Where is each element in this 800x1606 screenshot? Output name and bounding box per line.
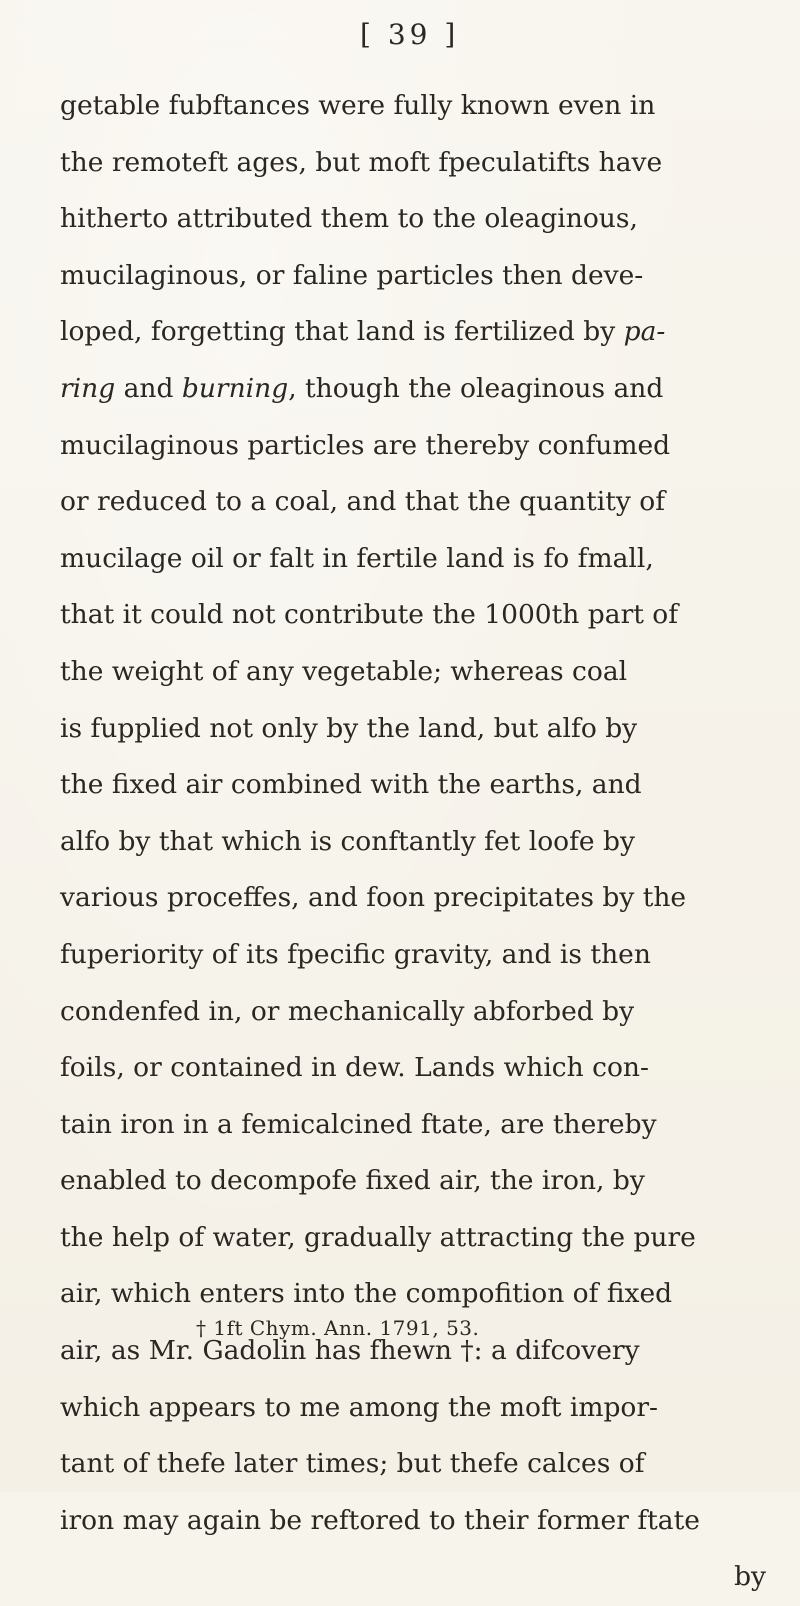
text-line: mucilage oil or falt in fertile land is fo fmall, <box>60 542 654 574</box>
text-line: the fixed air combined with the earths, and <box>60 769 642 801</box>
text-line: air, which enters into the compofition of fixed <box>60 1278 673 1310</box>
text-segment: , though the oleaginous and <box>288 372 664 404</box>
page-number: [ 39 ] <box>360 18 460 51</box>
text-line: air, as Mr. Gadolin has fhewn †: a difcovery <box>60 1335 640 1367</box>
text-line: hitherto attributed them to the oleaginous, <box>60 203 638 235</box>
text-line: getable fubftances were fully known even in <box>60 90 656 121</box>
body-text <box>60 78 800 1606</box>
text-segment: and <box>123 372 174 404</box>
italic-text: burning <box>181 372 289 404</box>
text-line: enabled to decompofe fixed air, the iron, by <box>60 1165 645 1197</box>
text-line: various proceffes, and foon precipitates by the <box>60 882 687 914</box>
text-line: the remoteft ages, but moft fpeculatifts have <box>60 146 663 178</box>
text-line: that it could not contribute the 1000th part of <box>60 599 679 631</box>
text-line: mucilaginous, or faline particles then deve- <box>60 259 644 291</box>
text-line: is fupplied not only by the land, but alfo by <box>60 712 638 744</box>
text-line: the weight of any vegetable; whereas coal <box>60 655 628 687</box>
footnote: † 1ft Chym. Ann. 1791, 53. <box>196 1316 480 1340</box>
text-line: the help of water, gradually attracting the pure <box>60 1221 696 1253</box>
text-line: iron may again be reftored to their former ftate <box>60 1504 700 1536</box>
catchword: by <box>734 1561 766 1593</box>
text-line <box>60 304 800 361</box>
text-line <box>60 361 800 418</box>
italic-text: ring <box>60 372 116 404</box>
text-line: foils, or contained in dew. Lands which con- <box>60 1052 649 1084</box>
text-line: or reduced to a coal, and that the quantity of <box>60 486 665 518</box>
text-line: tant of thefe later times; but thefe calces of <box>60 1448 645 1480</box>
text-line: tain iron in a femicalcined ftate, are thereby <box>60 1108 657 1140</box>
text-segment: loped, forgetting that land is fertilized by <box>60 316 616 348</box>
text-line: condenfed in, or mechanically abforbed by <box>60 995 635 1027</box>
text-line: fuperiority of its fpecific gravity, and is then <box>60 938 651 970</box>
text-line: alfo by that which is conftantly fet loofe by <box>60 825 635 857</box>
text-line: mucilaginous particles are thereby confumed <box>60 429 671 461</box>
italic-text: pa- <box>623 316 666 348</box>
text-line: which appears to me among the moft impor- <box>60 1391 658 1423</box>
